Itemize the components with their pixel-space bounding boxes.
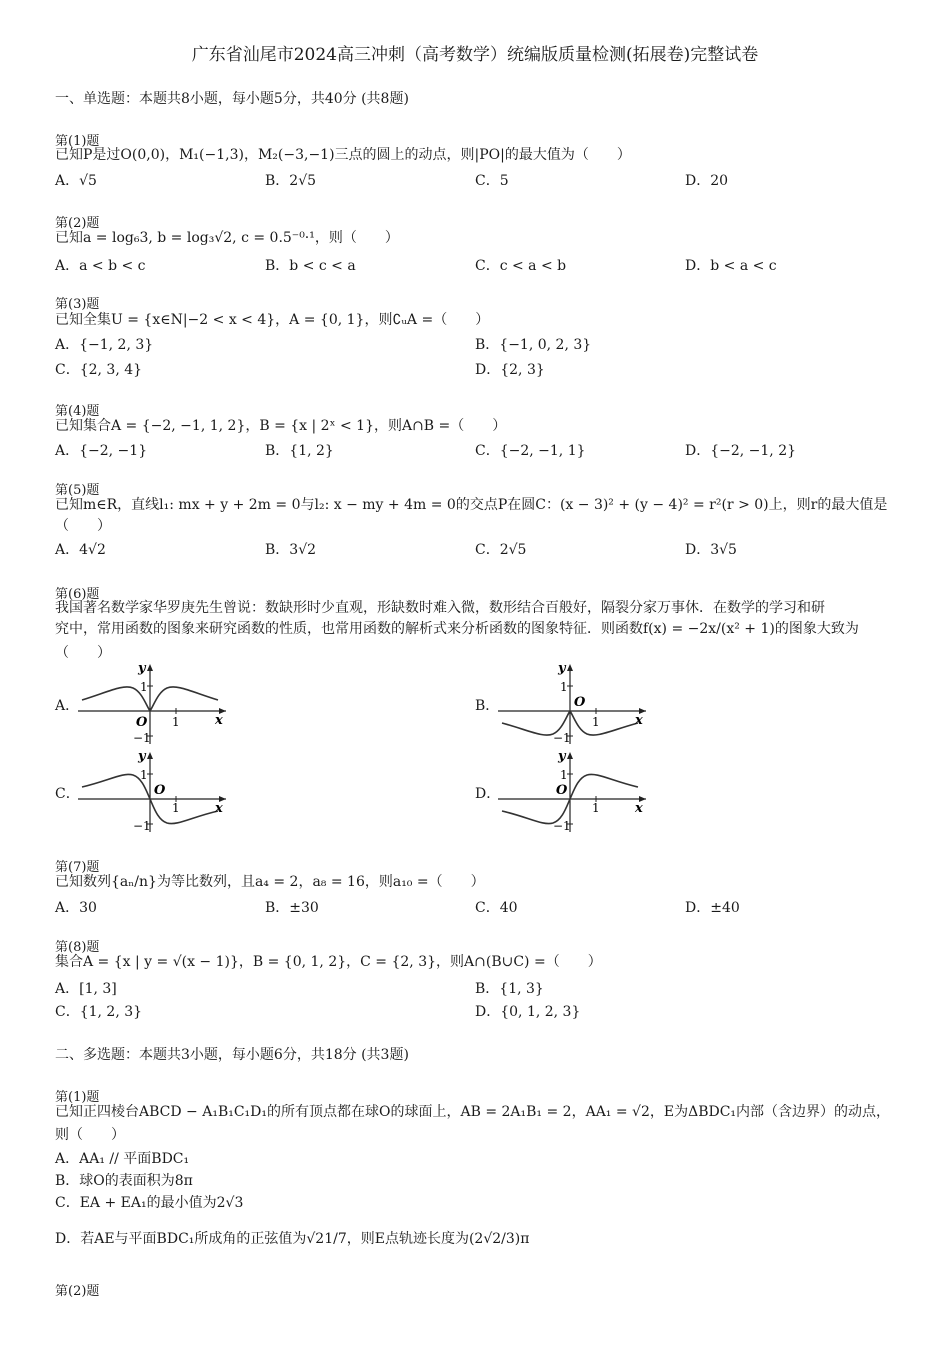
option-c[interactable]: C．EA + EA₁的最小值为2√3 xyxy=(55,1195,244,1211)
axis-label-x: x xyxy=(215,801,223,816)
option-a[interactable]: A． xyxy=(55,698,80,714)
question-stem: 已知数列{aₙ/n}为等比数列，且a₄ = 2，a₈ = 16，则a₁₀ =（ ） xyxy=(55,874,485,890)
option-d[interactable]: D．b < a < c xyxy=(685,258,777,274)
tick-label-1: 1 xyxy=(140,680,148,694)
question-stem: 集合A = {x | y = √(x − 1)}，B = {0, 1, 2}，C = {2, 3}，则A∩(B∪C) =（ ） xyxy=(55,954,602,970)
tick-label-neg1: −1 xyxy=(553,819,571,833)
graph-option-a[interactable] xyxy=(78,660,233,745)
question-number: 第(4)题 xyxy=(55,404,100,419)
option-b[interactable]: B．3√2 xyxy=(265,542,317,558)
option-a[interactable]: A．a < b < c xyxy=(55,258,146,274)
option-d[interactable]: D．{−2, −1, 2} xyxy=(685,443,797,459)
question-stem: 已知a = log₆3, b = log₃√2, c = 0.5⁻⁰·¹，则（ ） xyxy=(55,230,399,246)
question-number: 第(6)题 xyxy=(55,587,100,602)
tick-label-neg1: −1 xyxy=(133,819,151,833)
option-a[interactable]: A．{−1, 2, 3} xyxy=(55,337,154,353)
option-c[interactable]: C．{2, 3, 4} xyxy=(55,362,143,378)
axis-label-y: y xyxy=(138,661,146,676)
option-b[interactable]: B．球O的表面积为8π xyxy=(55,1173,193,1189)
option-c[interactable]: C．{−2, −1, 1} xyxy=(475,443,586,459)
tick-label-1: 1 xyxy=(560,680,568,694)
question-stem: 我国著名数学家华罗庚先生曾说：数缺形时少直观，形缺数时难入微，数形结合百般好，隔裂分家万事休．在数学的学习和研 xyxy=(55,600,825,616)
option-b[interactable]: B．{−1, 0, 2, 3} xyxy=(475,337,592,353)
option-c[interactable]: C．{1, 2, 3} xyxy=(55,1004,143,1020)
option-d[interactable]: D．±40 xyxy=(685,900,740,916)
option-a[interactable]: A．√5 xyxy=(55,173,97,189)
tick-label-1: 1 xyxy=(592,801,600,815)
option-d[interactable]: D．若AE与平面BDC₁所成角的正弦值为√21/7，则E点轨迹长度为(2√2/3)π xyxy=(55,1231,530,1247)
tick-label-1: 1 xyxy=(140,768,148,782)
option-b[interactable]: B．{1, 2} xyxy=(265,443,334,459)
option-d[interactable]: D．20 xyxy=(685,173,729,189)
graph-option-c[interactable] xyxy=(78,748,233,833)
option-a[interactable]: A．AA₁ // 平面BDC₁ xyxy=(55,1151,190,1167)
question-stem-continuation: 究中，常用函数的图象来研究函数的性质，也常用函数的解析式来分析函数的图象特征．则函数f(x) = −2x/(x² + 1)的图象大致为 xyxy=(55,621,859,637)
tick-label-neg1: −1 xyxy=(133,731,151,745)
option-a[interactable]: A．[1, 3] xyxy=(55,981,117,997)
question-stem: 已知集合A = {−2, −1, 1, 2}，B = {x | 2ˣ < 1}，则A∩B =（ ） xyxy=(55,418,507,434)
tick-label-1: 1 xyxy=(172,801,180,815)
option-a[interactable]: A．30 xyxy=(55,900,97,916)
option-d[interactable]: D． xyxy=(475,786,501,802)
question-number: 第(1)题 xyxy=(55,1090,100,1105)
axis-label-x: x xyxy=(635,801,643,816)
option-c[interactable]: C．2√5 xyxy=(475,542,527,558)
axis-label-y: y xyxy=(558,661,566,676)
option-c[interactable]: C．40 xyxy=(475,900,518,916)
question-number: 第(7)题 xyxy=(55,860,100,875)
question-number: 第(2)题 xyxy=(55,216,100,231)
question-number: 第(3)题 xyxy=(55,297,100,312)
origin-label: O xyxy=(136,715,148,730)
option-b[interactable]: B． xyxy=(475,698,500,714)
option-d[interactable]: D．3√5 xyxy=(685,542,737,558)
option-c[interactable]: C． xyxy=(55,786,80,802)
axis-label-y: y xyxy=(558,749,566,764)
option-d[interactable]: D．{0, 1, 2, 3} xyxy=(475,1004,581,1020)
tick-label-1: 1 xyxy=(592,715,600,729)
option-a[interactable]: A．4√2 xyxy=(55,542,106,558)
option-b[interactable]: B．2√5 xyxy=(265,173,317,189)
axis-label-x: x xyxy=(215,713,223,728)
option-a[interactable]: A．{−2, −1} xyxy=(55,443,148,459)
question-number: 第(2)题 xyxy=(55,1284,100,1299)
question-number: 第(8)题 xyxy=(55,940,100,955)
question-stem-continuation: （ ） xyxy=(55,645,111,661)
question-number: 第(1)题 xyxy=(55,134,100,149)
axis-label-y: y xyxy=(138,749,146,764)
origin-label: O xyxy=(154,783,166,798)
question-stem: 已知P是过O(0,0)，M₁(−1,3)，M₂(−3,−1)三点的圆上的动点，则|PO|的最大值为（ ） xyxy=(55,147,631,163)
question-stem-continuation: 则（ ） xyxy=(55,1127,125,1143)
question-stem-continuation: （ ） xyxy=(55,518,111,534)
question-stem: 已知m∈R，直线l₁: mx + y + 2m = 0与l₂: x − my + 4m = 0的交点P在圆C：(x − 3)² + (y − 4)² = r²(r > 0)上，则r的最大值是 xyxy=(55,497,888,513)
tick-label-neg1: −1 xyxy=(553,731,571,745)
origin-label: O xyxy=(574,695,586,710)
question-number: 第(5)题 xyxy=(55,483,100,498)
section-heading-single-choice: 一、单选题：本题共8小题，每小题5分，共40分 (共8题) xyxy=(55,91,409,107)
page-title: 广东省汕尾市2024高三冲刺（高考数学）统编版质量检测(拓展卷)完整试卷 xyxy=(191,45,759,65)
option-c[interactable]: C．5 xyxy=(475,173,509,189)
origin-label: O xyxy=(556,783,568,798)
option-c[interactable]: C．c < a < b xyxy=(475,258,567,274)
axis-label-x: x xyxy=(635,713,643,728)
graph-option-b[interactable] xyxy=(498,660,653,745)
graph-option-d[interactable] xyxy=(498,748,653,833)
option-b[interactable]: B．{1, 3} xyxy=(475,981,544,997)
option-b[interactable]: B．±30 xyxy=(265,900,319,916)
section-heading-multiple-choice: 二、多选题：本题共3小题，每小题6分，共18分 (共3题) xyxy=(55,1047,409,1063)
tick-label-1: 1 xyxy=(172,715,180,729)
option-d[interactable]: D．{2, 3} xyxy=(475,362,545,378)
option-b[interactable]: B．b < c < a xyxy=(265,258,356,274)
tick-label-1: 1 xyxy=(560,768,568,782)
question-stem: 已知正四棱台ABCD − A₁B₁C₁D₁的所有顶点都在球O的球面上，AB = 2A₁B₁ = 2，AA₁ = √2，E为ΔBDC₁内部（含边界）的动点， xyxy=(55,1104,891,1120)
question-stem: 已知全集U = {x∈N|−2 < x < 4}，A = {0, 1}，则∁ᵤA =（ ） xyxy=(55,312,490,328)
